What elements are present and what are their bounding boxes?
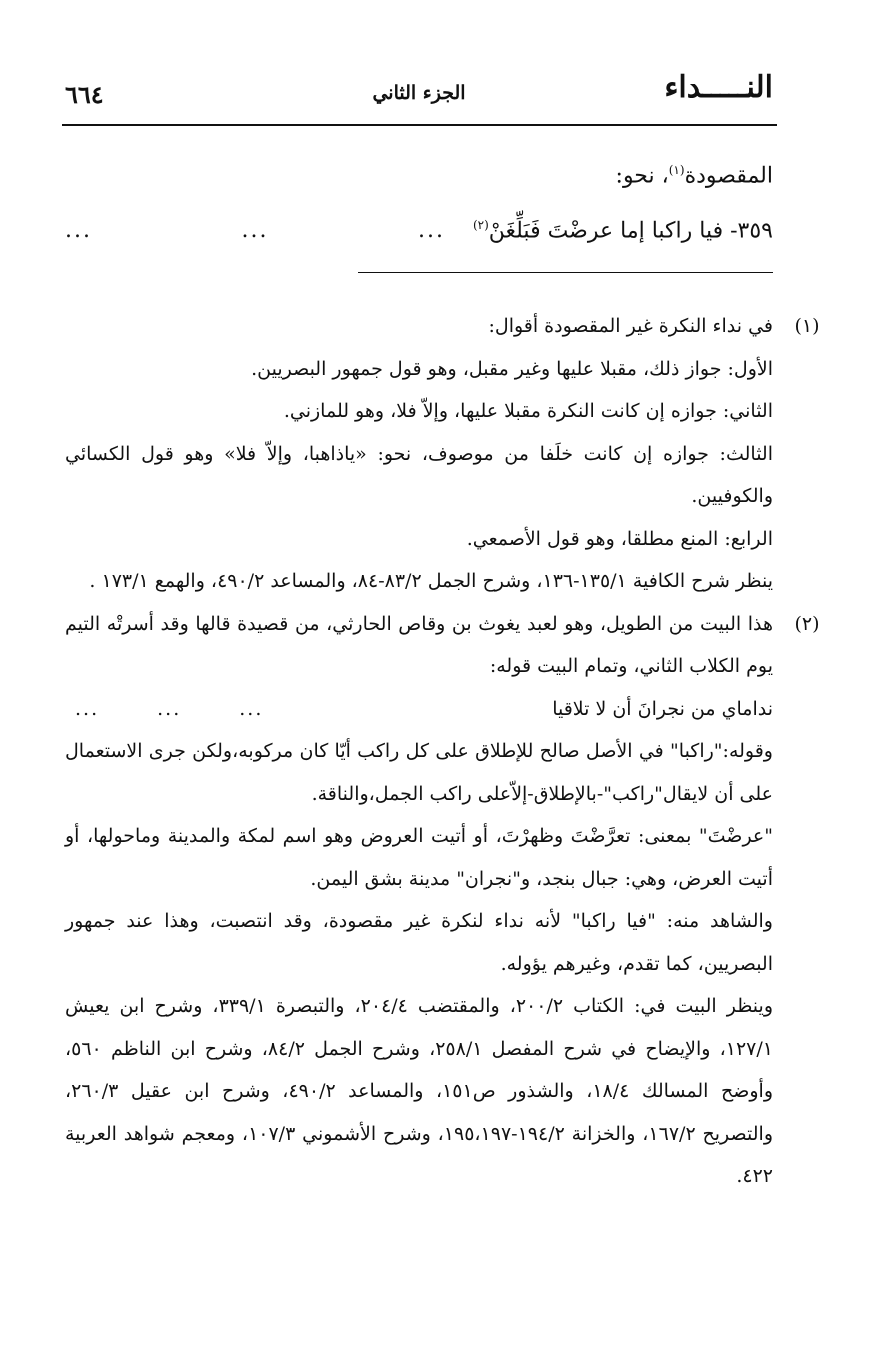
intro-tail: ، نحو: [615,163,669,189]
footnote-marker: (٢) [794,612,820,635]
footnote-1 [65,305,820,603]
footnote-line: والشاهد منه: "فيا راكبا" لأنه نداء لنكرة غير مقصودة، وقد انتصبت، وهذا عند جمهور البصريين، كما تقدم، وغيرهم يؤوله. [65,910,773,975]
verse-text: ٣٥٩- فيا راكبا إما عرضْتَ فَبَلِّغَنْ [488,218,773,244]
footnote-marker: (١) [794,315,820,337]
footnote-line: في نداء النكرة غير المقصودة أقوال: [488,315,773,337]
footnote-ref-1: (١) [668,163,685,177]
footnote-line: ينظر شرح الكافية ١٣٥/١-١٣٦، وشرح الجمل ٨٣/٢-٨٤، والمساعد ٤٩٠/٢، والهمع ١٧٣/١ . [89,570,773,592]
page-number: ٦٦٤ [65,80,104,109]
ellipsis: ... [239,697,264,720]
footnote-separator [358,272,773,273]
ellipsis: ... [75,697,100,720]
ellipsis: ... [65,218,92,243]
header-rule [62,124,777,126]
half-verse [65,688,773,731]
ellipsis: ... [157,697,182,720]
ellipsis: ... [418,218,445,243]
footnote-line: الثالث: جوازه إن كانت خلَفا من موصوف، نحو: «ياذاهبا، وإلاّ فلا» وهو قول الكسائي والكوفيين. [65,442,773,507]
footnote-line: الثاني: جوازه إن كانت النكرة مقبلا عليها، وإلاّ فلا، وهو للمازني. [283,400,773,422]
chapter-title: النـــــداء [664,70,773,105]
footnote-2 [65,603,820,1198]
footnote-line: هذا البيت من الطويل، وهو لعبد يغوث بن وقاص الحارثي، من قصيدة قالها وقد أسرتْه التيم يوم الكلاب الثاني، وتمام البيت قوله: [65,612,773,677]
intro-line [65,150,773,196]
half-verse-ellipsis [65,688,263,731]
half-verse-text: نداماي من نجرانَ أن لا تلاقيا [552,697,773,720]
footnote-line: "عرضْتَ" بمعنى: تعرَّضْتَ وظهرْتَ، أو أتيت العروض وهو اسم لمكة والمدينة وماحولها، أو أتيت العرض، وهي: جبال بنجد، و"نجران" مدينة بشق اليمن. [65,825,773,890]
running-header [65,70,773,120]
verse-text-wrap [473,205,773,251]
footnotes [65,305,820,1198]
footnote-line: الرابع: المنع مطلقا، وهو قول الأصمعي. [466,527,773,550]
intro-text: المقصودة [684,163,773,189]
footnote-line: وينظر البيت في: الكتاب ٢٠٠/٢، والمقتضب ٢٠٤/٤، والتبصرة ٣٣٩/١، وشرح ابن يعيش ١٢٧/١، والإيضاح في شرح المفصل ٢٥٨/١، وشرح الجمل ٨٤/٢، وشرح ابن الناظم ٥٦٠، وأوضح المسالك ١٨/٤، والشذور ص١٥١، والمساعد ٤٩٠/٢، وشرح ابن عقيل ٢٦٠/٣، والتصريح ١٦٧/٢، والخزانة ١٩٤/٢-١٩٥،١٩٧، وشرح الأشموني ١٠٧/٣، ومعجم شواهد العربية ٤٢٢. [65,995,773,1187]
verse-ellipsis [65,211,445,251]
part-title: الجزء الثاني [372,82,466,104]
footnote-ref-2: (٢) [472,218,489,232]
footnote-line: وقوله:"راكبا" في الأصل صالح للإطلاق على كل راكب أيّا كان مركوبه،ولكن جرى الاستعمال على أن لايقال"راكب"-بالإطلاق-إلاّعلى راكب الجمل،والناقة. [65,740,773,805]
ellipsis: ... [241,218,269,243]
footnote-line: الأول: جواز ذلك، مقبلا عليها وغير مقبل، وهو قول جمهور البصريين. [251,357,773,380]
